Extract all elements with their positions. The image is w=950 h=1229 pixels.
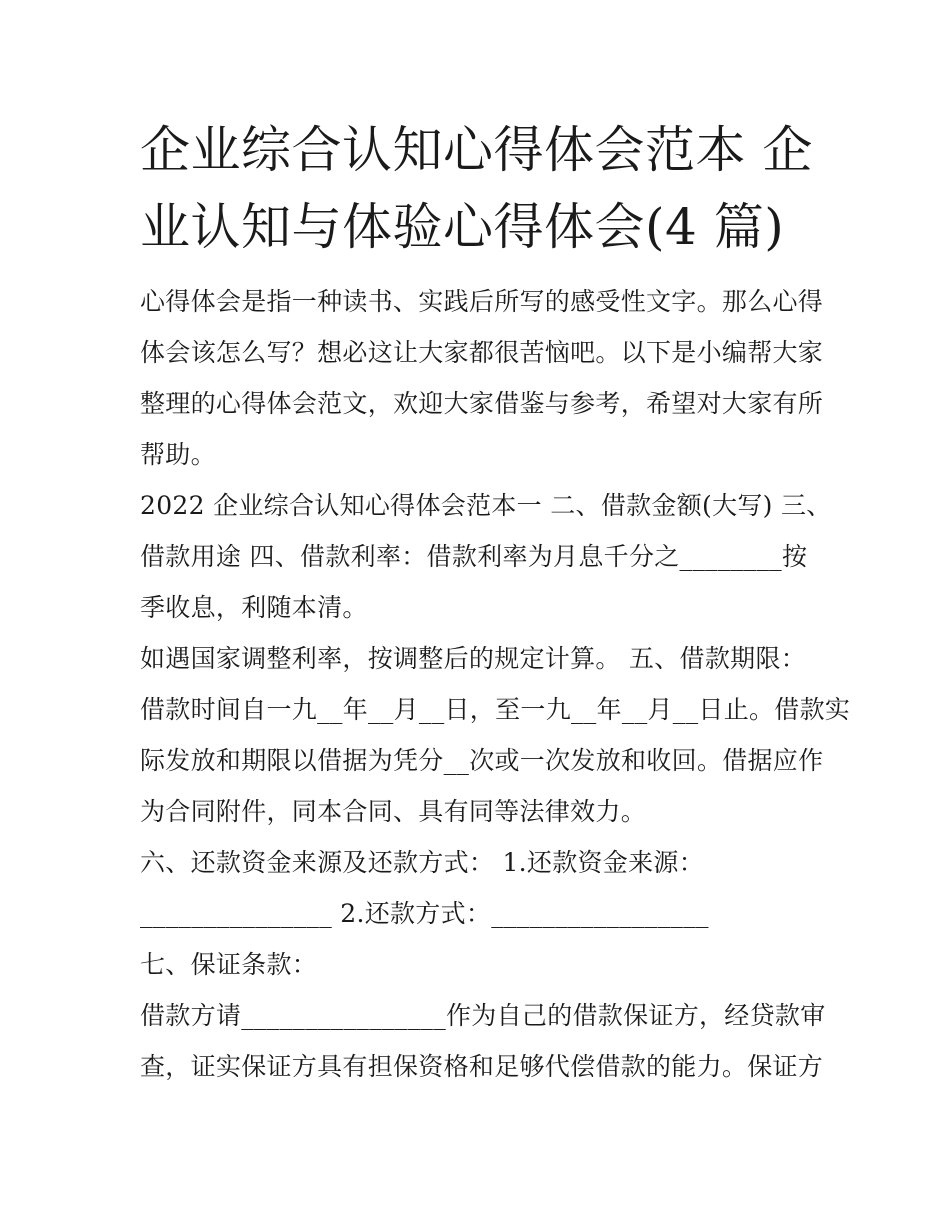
title-line: 企业综合认知心得体会范本 企 <box>140 121 813 179</box>
text-line: 如遇国家调整利率，按调整后的规定计算。 五、借款期限： <box>140 644 807 673</box>
text-line: _______________ 2.还款方式：_________________ <box>140 899 709 928</box>
text-line: 六、还款资金来源及还款方式： 1.还款资金来源： <box>140 848 705 877</box>
repayment-paragraph <box>140 837 820 939</box>
text-line: 借款用途 四、借款利率：借款利率为月息千分之________按 <box>140 542 808 571</box>
text-line: 体会该怎么写？想必这让大家都很苦恼吧。以下是小编帮大家 <box>140 338 824 367</box>
guarantee-paragraph <box>140 990 826 1092</box>
text-line: 查，证实保证方具有担保资格和足够代偿借款的能力。保证方 <box>140 1052 824 1081</box>
guarantee-heading <box>140 939 820 990</box>
text-line: 帮助。 <box>140 440 216 469</box>
intro-paragraph <box>140 276 824 480</box>
text-line: 际发放和期限以借据为凭分__次或一次发放和收回。借据应作 <box>140 746 824 775</box>
text-line: 借款时间自一九__年__月__日，至一九__年__月__日止。借款实 <box>140 695 851 724</box>
loan-terms-paragraph <box>140 480 832 633</box>
title-line: 业认知与体验心得体会(4 篇) <box>140 198 785 256</box>
text-line: 七、保证条款： <box>140 950 318 979</box>
text-line: 借款方请________________作为自己的借款保证方，经贷款审 <box>140 1001 826 1030</box>
text-line: 2022 企业综合认知心得体会范本一 二、借款金额(大写) 三、 <box>140 491 832 520</box>
text-line: 为合同附件，同本合同、具有同等法律效力。 <box>140 797 647 826</box>
text-line: 心得体会是指一种读书、实践后所写的感受性文字。那么心得 <box>140 287 824 316</box>
document-page <box>140 112 851 1092</box>
text-line: 整理的心得体会范文，欢迎大家借鉴与参考，希望对大家有所 <box>140 389 824 418</box>
document-title <box>140 112 820 266</box>
text-line: 季收息，利随本清。 <box>140 593 368 622</box>
loan-period-paragraph <box>140 633 851 837</box>
